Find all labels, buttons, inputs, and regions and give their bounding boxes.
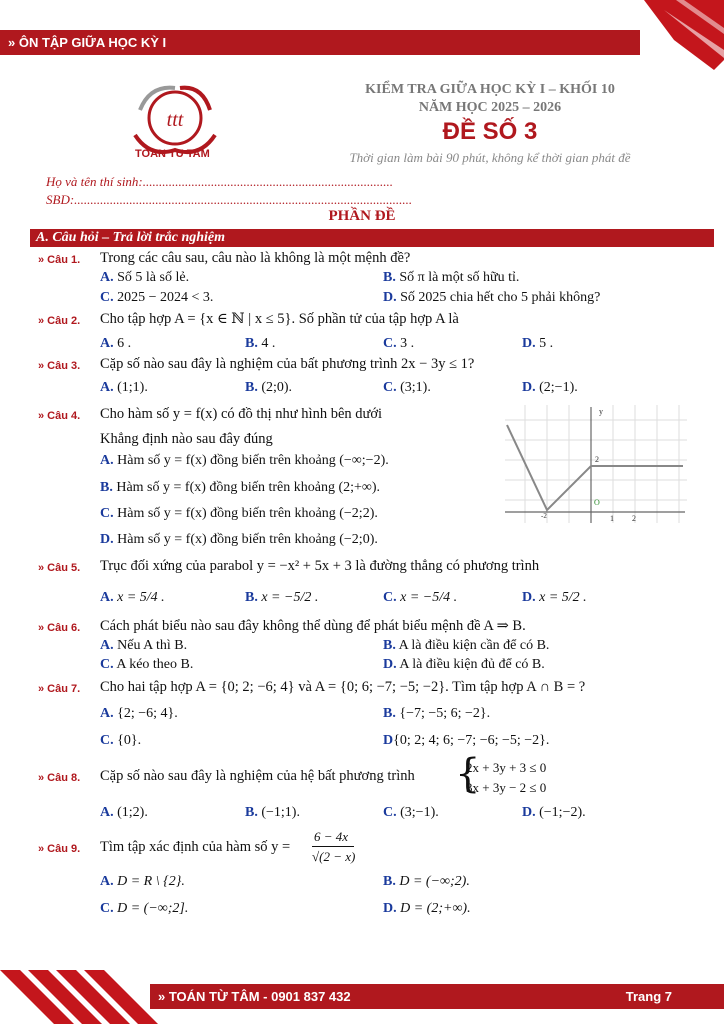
option-a: A. Số 5 là số lẻ.: [100, 270, 190, 285]
question-label: » Câu 6.: [38, 622, 81, 634]
option-d: D. A là điều kiện đủ để có B.: [383, 657, 545, 672]
logo-text: ttt: [166, 109, 184, 131]
option-a: A. Hàm số y = f(x) đồng biến trên khoảng (−∞;−2).: [100, 453, 389, 468]
school-year: NĂM HỌC 2025 – 2026: [418, 100, 562, 115]
option-d: D{0; 2; 4; 6; −7; −6; −5; −2}.: [383, 733, 550, 748]
option-a: A. {2; −6; 4}.: [100, 706, 178, 721]
option-c: C. (3;1).: [383, 380, 431, 395]
option-d: D. D = (2;+∞).: [383, 901, 471, 916]
option-a: A. Nếu A thì B.: [100, 638, 188, 653]
x-tick-label: -2: [541, 512, 547, 520]
option-d: D. Hàm số y = f(x) đồng biến trên khoảng (−2;0).: [100, 532, 378, 547]
option-c: C. {0}.: [100, 733, 142, 748]
option-b: B. Hàm số y = f(x) đồng biến trên khoảng (2;+∞).: [100, 480, 381, 495]
option-b: B. {−7; −5; 6; −2}.: [383, 706, 491, 721]
question-label: » Câu 9.: [38, 843, 81, 855]
question-label: » Câu 7.: [38, 683, 81, 695]
page-number: Trang 7: [625, 989, 672, 1004]
fraction-bar: [312, 846, 354, 847]
top-banner-label: » ÔN TẬP GIỮA HỌC KỲ I: [8, 35, 167, 50]
system-eq-1: 2x + 3y + 3 ≤ 0: [466, 760, 547, 775]
x-tick-label: 2: [632, 514, 636, 523]
brand-name: TOAN TU TAM: [135, 148, 210, 160]
option-b: B. D = (−∞;2).: [383, 874, 470, 889]
question-text: Cho hai tập hợp A = {0; 2; −6; 4} và A = {0; 6; −7; −5; −2}. Tìm tập hợp A ∩ B = ?: [100, 679, 586, 695]
function-graph: [505, 405, 687, 523]
test-number: ĐỀ SỐ 3: [442, 118, 538, 145]
x-tick-label: 1: [610, 514, 614, 523]
system-brace: {: [455, 751, 481, 797]
option-c: C. 2025 − 2024 < 3.: [100, 290, 214, 305]
option-c: C. x = −5/4 .: [383, 590, 458, 605]
sbd-line: SBD:........................................................................................................: [46, 192, 413, 207]
question-text: Cách phát biểu nào sau đây không thể dùng để phát biểu mệnh đề A ⇒ B.: [100, 618, 526, 634]
option-d: D. (−1;−2).: [522, 805, 586, 820]
footer-contact: » TOÁN TỪ TÂM - 0901 837 432: [158, 989, 351, 1004]
question-label: » Câu 2.: [38, 315, 81, 327]
fraction-denominator: √(2 − x): [312, 849, 356, 864]
option-d: D. (2;−1).: [522, 380, 578, 395]
option-c: C. (3;−1).: [383, 805, 439, 820]
option-d: D. Số 2025 chia hết cho 5 phải không?: [383, 290, 601, 305]
student-name-line: Họ và tên thí sinh:.............................................................................: [46, 174, 394, 189]
question-label: » Câu 1.: [38, 254, 81, 266]
y-tick-label: 2: [595, 455, 599, 464]
time-note: Thời gian làm bài 90 phút, không kể thời gian phát đề: [349, 150, 631, 165]
option-b: B. Số π là một số hữu tỉ.: [383, 270, 520, 285]
footer: [0, 984, 724, 1009]
question-label: » Câu 8.: [38, 772, 81, 784]
option-c: C. D = (−∞;2].: [100, 901, 189, 916]
option-b: B. 4 .: [245, 336, 276, 351]
system-eq-2: 3x + 3y − 2 ≤ 0: [466, 780, 547, 795]
option-b: B. (2;0).: [245, 380, 293, 395]
option-c: C. A kéo theo B.: [100, 657, 194, 672]
fraction-numerator: 6 − 4x: [314, 829, 349, 844]
question-text: Cặp số nào sau đây là nghiệm của bất phương trình 2x − 3y ≤ 1?: [100, 356, 475, 372]
question-label: » Câu 5.: [38, 562, 81, 574]
question-text: Trục đối xứng của parabol y = −x² + 5x + 3 là đường thẳng có phương trình: [100, 558, 540, 574]
exam-title: KIỂM TRA GIỮA HỌC KỲ I – KHỐI 10: [365, 82, 615, 97]
question-label: » Câu 3.: [38, 360, 81, 372]
top-banner: [0, 30, 640, 55]
option-a: A. x = 5/4 .: [100, 590, 165, 605]
option-c: C. Hàm số y = f(x) đồng biến trên khoảng (−2;2).: [100, 506, 378, 521]
question-text: Cho tập hợp A = {x ∈ ℕ | x ≤ 5}. Số phần tử của tập hợp A là: [100, 311, 459, 327]
corner-stripes-decoration: [614, 0, 724, 70]
option-d: D. 5 .: [522, 336, 554, 351]
option-c: C. 3 .: [383, 336, 415, 351]
option-a: A. D = R \ {2}.: [100, 874, 185, 889]
question-text: Trong các câu sau, câu nào là không là một mệnh đề?: [100, 250, 411, 266]
question-text-2: Khẳng định nào sau đây đúng: [100, 431, 273, 447]
question-text: Cặp số nào sau đây là nghiệm của hệ bất phương trình: [100, 768, 415, 784]
option-a: A. (1;2).: [100, 805, 148, 820]
option-b: B. (−1;1).: [245, 805, 300, 820]
question-text: Cho hàm số y = f(x) có đồ thị như hình bên dưới: [100, 406, 383, 422]
option-a: A. (1;1).: [100, 380, 148, 395]
origin-label: O: [594, 498, 600, 507]
footer-bar: [150, 984, 724, 1009]
option-a: A. 6 .: [100, 336, 132, 351]
option-b: B. x = −5/2 .: [245, 590, 319, 605]
part-title: PHẦN ĐỀ: [328, 208, 396, 224]
question-label: » Câu 4.: [38, 410, 81, 422]
option-d: D. x = 5/2 .: [522, 590, 587, 605]
y-axis-label: y: [599, 407, 603, 416]
question-text: Tìm tập xác định của hàm số y =: [100, 839, 291, 855]
section-title: A. Câu hỏi – Trả lời trắc nghiệm: [30, 229, 714, 247]
option-b: B. A là điều kiện cần để có B.: [383, 638, 550, 653]
